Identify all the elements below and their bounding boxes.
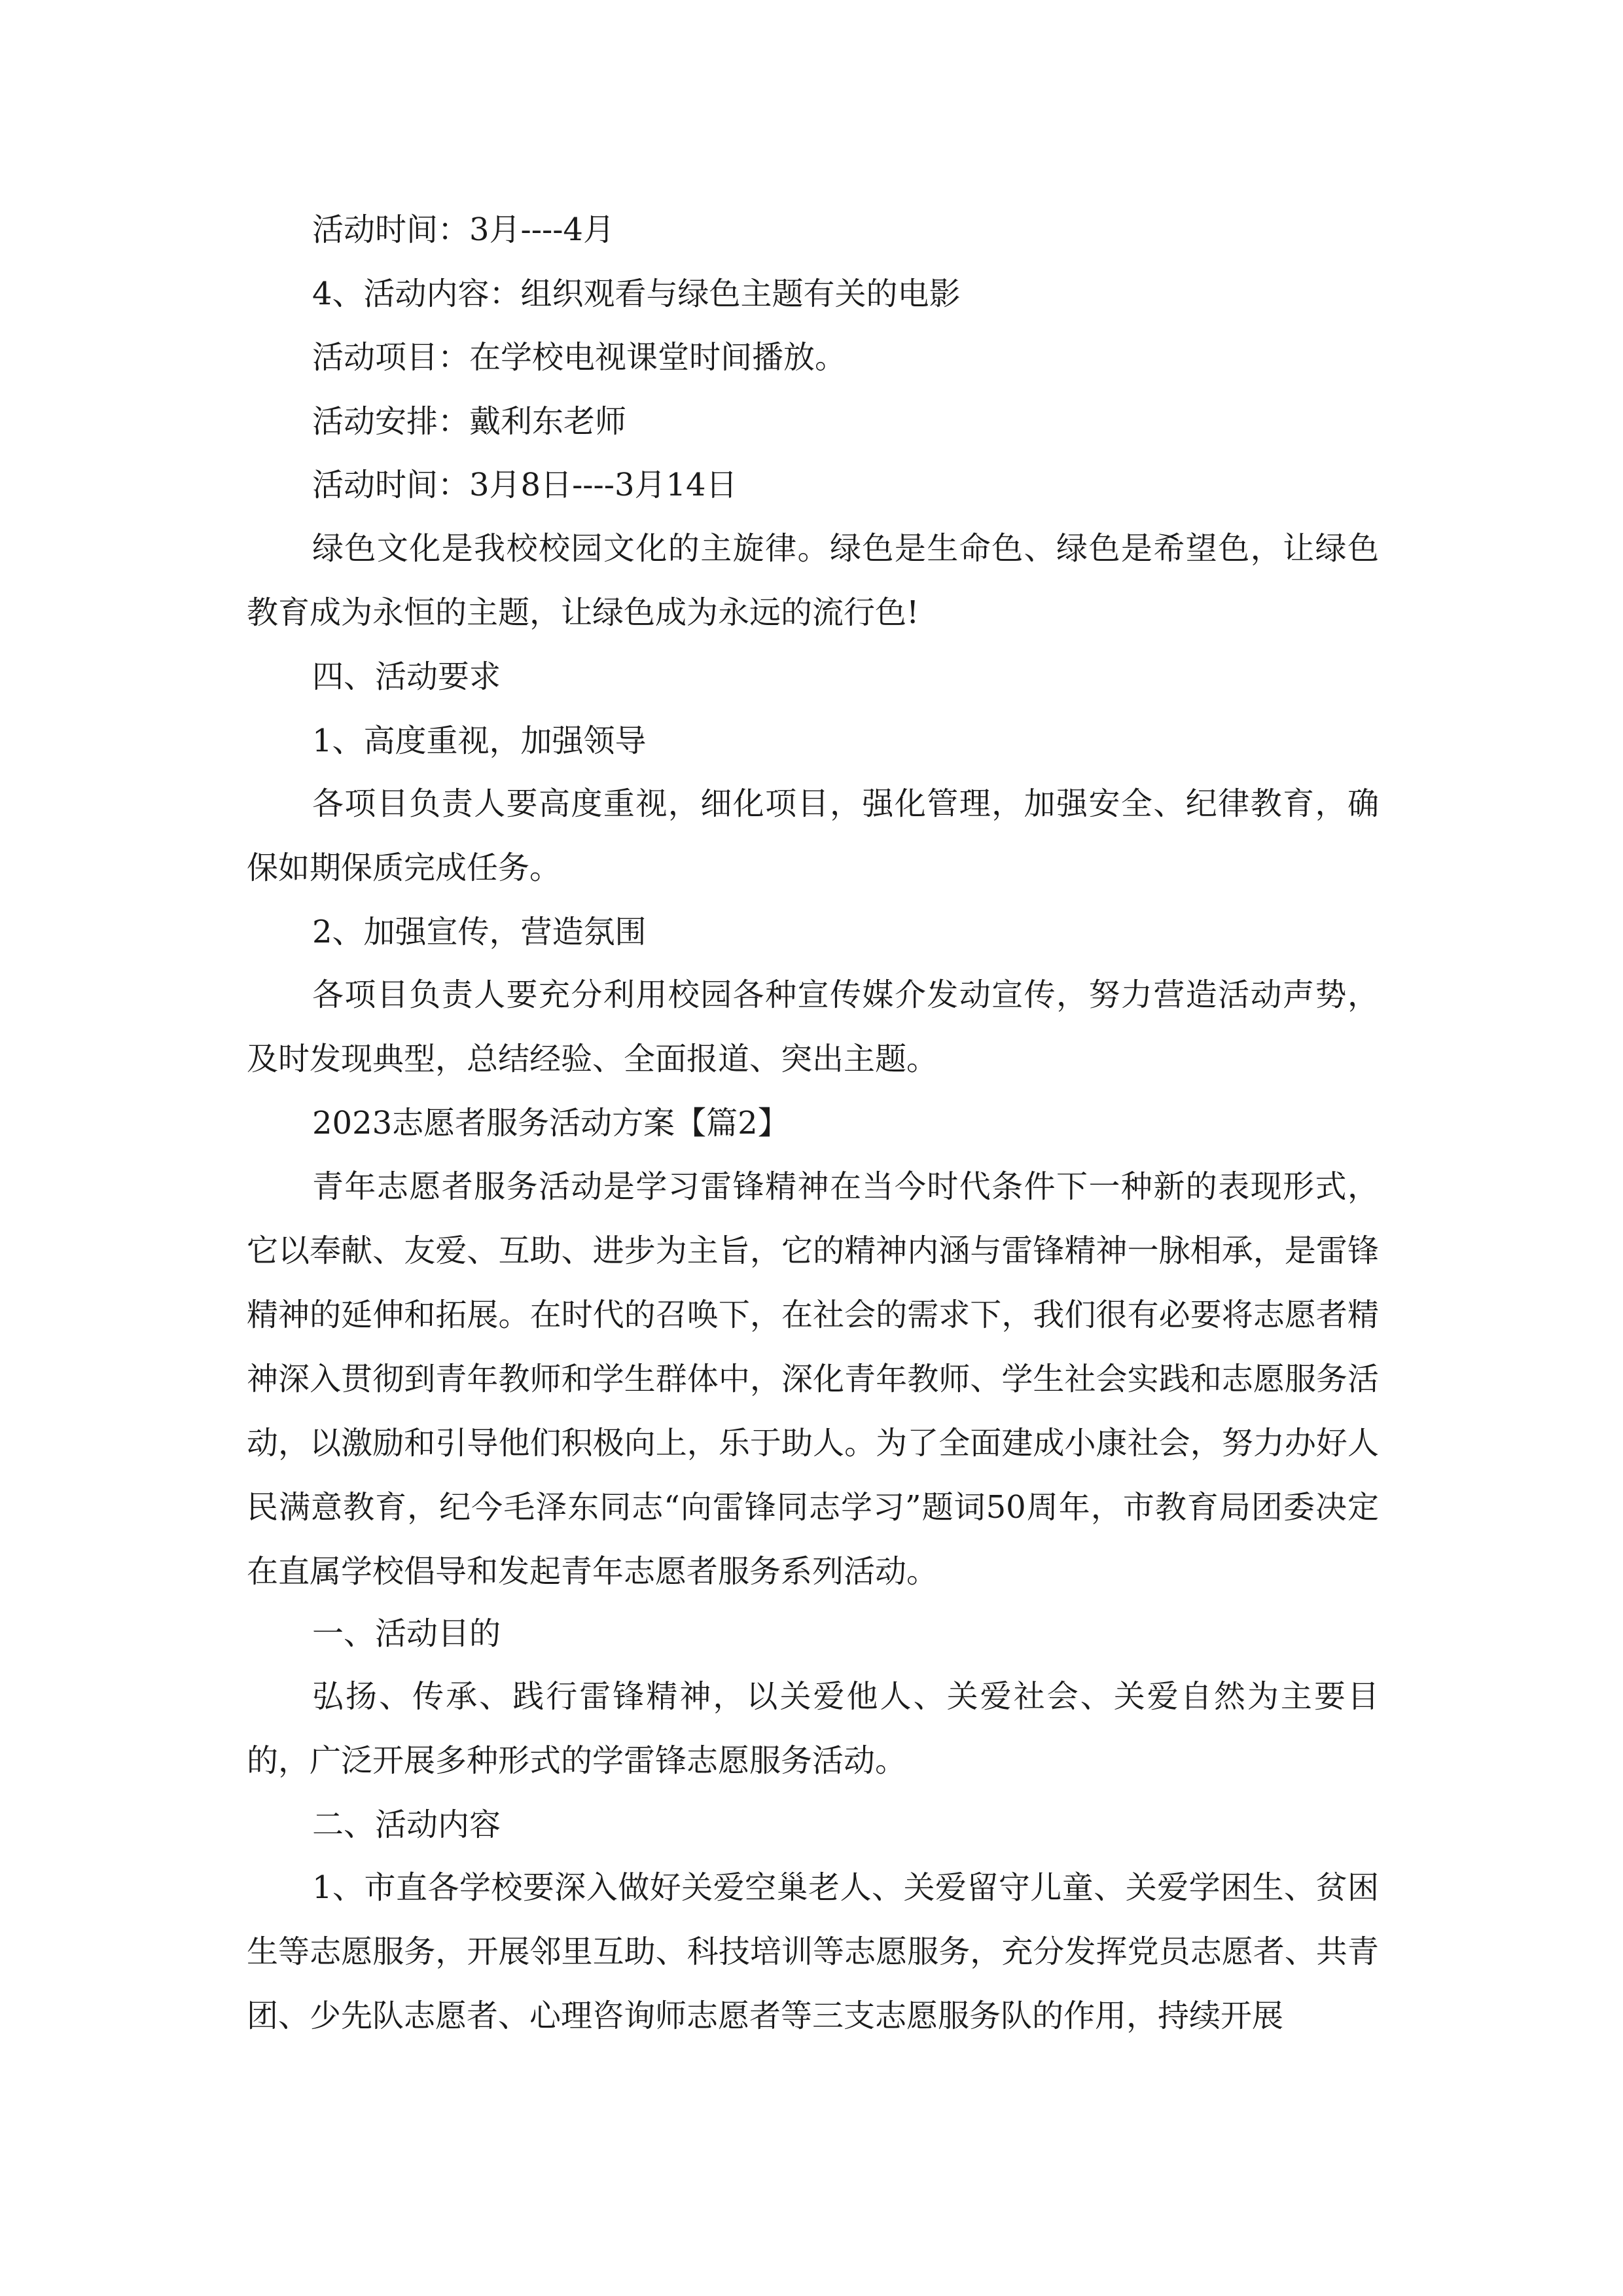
heading-requirements: 四、活动要求: [312, 658, 501, 695]
paragraph-activity-content-1: 1、市直各学校要深入做好关爱空巢老人、关爱留守儿童、关爱学困生、贫困生等志愿服务，开展邻里互助、科技培训等志愿服务，充分发挥党员志愿者、共青团、少先队志愿者、心理咨询师志愿者等三支志愿服务队的作用，持续开展: [247, 1869, 1379, 2034]
paragraph-activity-purpose: 弘扬、传承、践行雷锋精神，以关爱他人、关爱社会、关爱自然为主要目的，广泛开展多种形式的学雷锋志愿服务活动。: [247, 1678, 1379, 1779]
paragraph-publicity: 各项目负责人要充分利用校园各种宣传媒介发动宣传，努力营造活动声势，及时发现典型，总结经验、全面报道、突出主题。: [247, 977, 1379, 1077]
paragraph-activity-time-2: 活动时间：3月8日----3月14日: [312, 467, 738, 503]
paragraph-activity-time-1: 活动时间：3月----4月: [312, 211, 615, 248]
heading-plan-2: 2023志愿者服务活动方案【篇2】: [312, 1105, 789, 1141]
paragraph-high-attention: 各项目负责人要高度重视，细化项目，强化管理，加强安全、纪律教育，确保如期保质完成任务。: [247, 785, 1379, 886]
paragraph-youth-volunteer: 青年志愿者服务活动是学习雷锋精神在当今时代条件下一种新的表现形式，它以奉献、友爱、互助、进步为主旨，它的精神内涵与雷锋精神一脉相承，是雷锋精神的延伸和拓展。在时代的召唤下，在社会的需求下，我们很有必要将志愿者精神深入贯彻到青年教师和学生群体中，深化青年教师、学生社会实践和志愿服务活动，以激励和引导他们积极向上，乐于助人。为了全面建成小康社会，努力办好人民满意教育，纪今毛泽东同志“向雷锋同志学习”题词50周年，市教育局团委决定在直属学校倡导和发起青年志愿者服务系列活动。: [247, 1168, 1379, 1590]
paragraph-green-culture: 绿色文化是我校校园文化的主旋律。绿色是生命色、绿色是希望色，让绿色教育成为永恒的主题，让绿色成为永远的流行色!: [247, 530, 1379, 631]
paragraph-activity-content-4: 4、活动内容：组织观看与绿色主题有关的电影: [312, 276, 961, 312]
paragraph-activity-project: 活动项目：在学校电视课堂时间播放。: [312, 339, 847, 376]
subheading-high-attention: 1、高度重视，加强领导: [312, 723, 647, 759]
heading-activity-content: 二、活动内容: [312, 1806, 501, 1843]
heading-activity-purpose: 一、活动目的: [312, 1615, 501, 1652]
subheading-publicity: 2、加强宣传，营造氛围: [312, 914, 647, 950]
paragraph-activity-arrangement: 活动安排：戴利东老师: [312, 403, 627, 440]
